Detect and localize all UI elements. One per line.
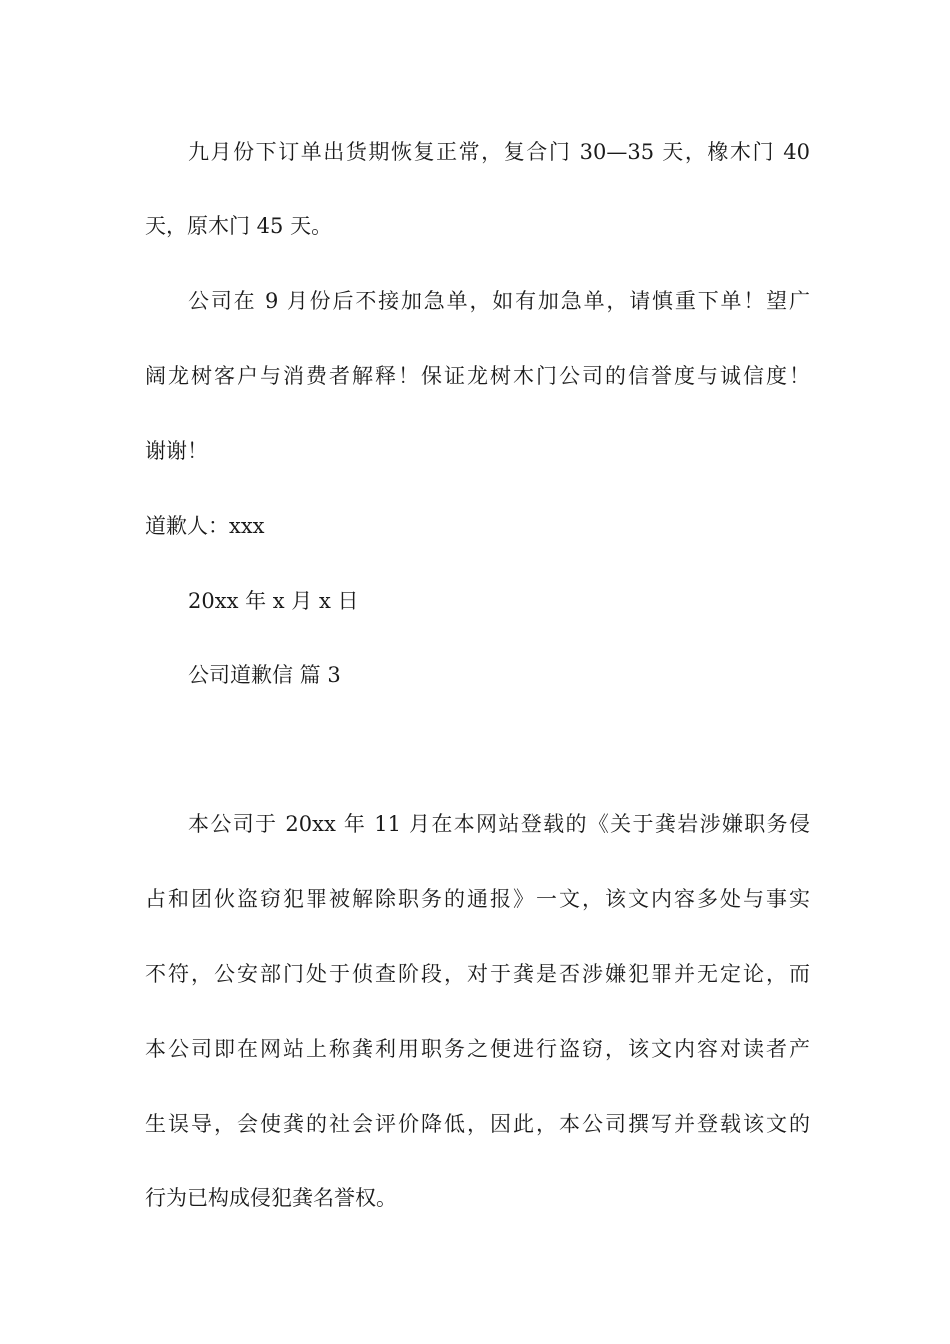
paragraph-2-line-3: 谢谢！ bbox=[145, 439, 208, 463]
signature-line: 道歉人：xxx bbox=[145, 514, 265, 538]
paragraph-3-line-4: 本公司即在网站上称龚利用职务之便进行盗窃，该文内容对读者产 bbox=[145, 1037, 810, 1061]
paragraph-2-line-2: 阔龙树客户与消费者解释！保证龙树木门公司的信誉度与诚信度！ bbox=[145, 364, 810, 388]
paragraph-3-line-2: 占和团伙盗窃犯罪被解除职务的通报》一文，该文内容多处与事实 bbox=[145, 887, 810, 911]
section-title: 公司道歉信 篇 3 bbox=[188, 663, 341, 687]
paragraph-3-line-5: 生误导，会使龚的社会评价降低，因此，本公司撰写并登载该文的 bbox=[145, 1112, 810, 1136]
paragraph-3-line-3: 不符，公安部门处于侦查阶段，对于龚是否涉嫌犯罪并无定论，而 bbox=[145, 962, 810, 986]
paragraph-2-line-1: 公司在 9 月份后不接加急单，如有加急单，请慎重下单！望广 bbox=[188, 289, 810, 313]
paragraph-3-line-6: 行为已构成侵犯龚名誉权。 bbox=[145, 1186, 397, 1210]
date-line: 20xx 年 x 月 x 日 bbox=[188, 589, 359, 613]
paragraph-3-line-1: 本公司于 20xx 年 11 月在本网站登载的《关于龚岩涉嫌职务侵 bbox=[188, 812, 810, 836]
paragraph-1-line-1: 九月份下订单出货期恢复正常，复合门 30—35 天，橡木门 40 bbox=[188, 140, 810, 164]
paragraph-1-line-2: 天，原木门 45 天。 bbox=[145, 214, 333, 238]
